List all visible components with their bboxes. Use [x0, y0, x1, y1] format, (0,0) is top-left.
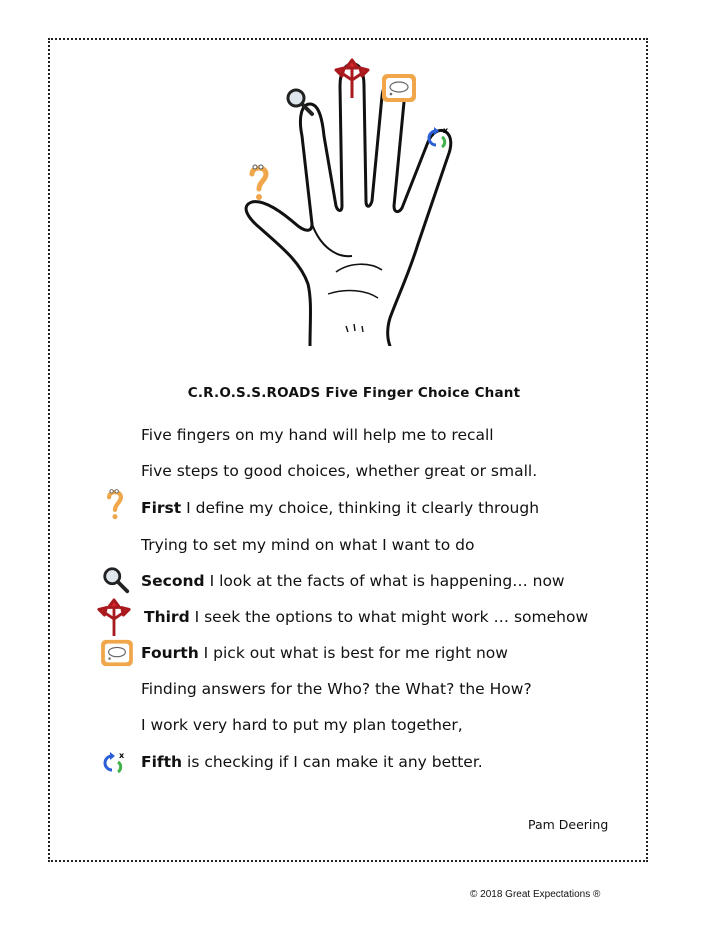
thought-bubble-icon: [381, 73, 417, 103]
chant-line-8: Finding answers for the Who? the What? the How?: [141, 680, 532, 698]
magnifying-glass-icon: [284, 86, 316, 118]
chant-line-4: Trying to set my mind on what I want to do: [141, 536, 475, 554]
svg-text:x: x: [119, 751, 125, 760]
author-name: Pam Deering: [528, 817, 609, 832]
chant-line-3: First I define my choice, thinking it clearly through: [141, 499, 540, 517]
copyright-notice: © 2018 Great Expectations ®: [470, 889, 601, 900]
question-mark-icon: [246, 162, 272, 202]
cycle-arrows-icon: [100, 750, 130, 774]
chant-line-9: I work very hard to put my plan together,: [141, 716, 463, 734]
question-mark-icon: [104, 486, 126, 522]
crossroads-arrows-icon: [95, 598, 133, 636]
svg-text:x: x: [443, 126, 449, 135]
chant-line-6: Third I seek the options to what might work … somehow: [144, 608, 589, 626]
thought-bubble-icon: [99, 639, 135, 667]
chant-line-2: Five steps to good choices, whether great or small.: [141, 462, 538, 480]
chant-title: C.R.O.S.S.ROADS Five Finger Choice Chant: [187, 385, 521, 401]
chant-line-1: Five fingers on my hand will help me to recall: [141, 426, 494, 444]
crossroads-arrows-icon: [334, 58, 370, 98]
hand-outline-illustration: [240, 56, 470, 346]
cycle-arrows-icon: [424, 125, 454, 149]
chant-line-7: Fourth I pick out what is best for me right now: [141, 644, 508, 662]
magnifying-glass-icon: [101, 565, 131, 595]
chant-line-10: Fifth is checking if I can make it any better.: [141, 753, 483, 771]
chant-line-5: Second I look at the facts of what is happening… now: [141, 572, 565, 590]
